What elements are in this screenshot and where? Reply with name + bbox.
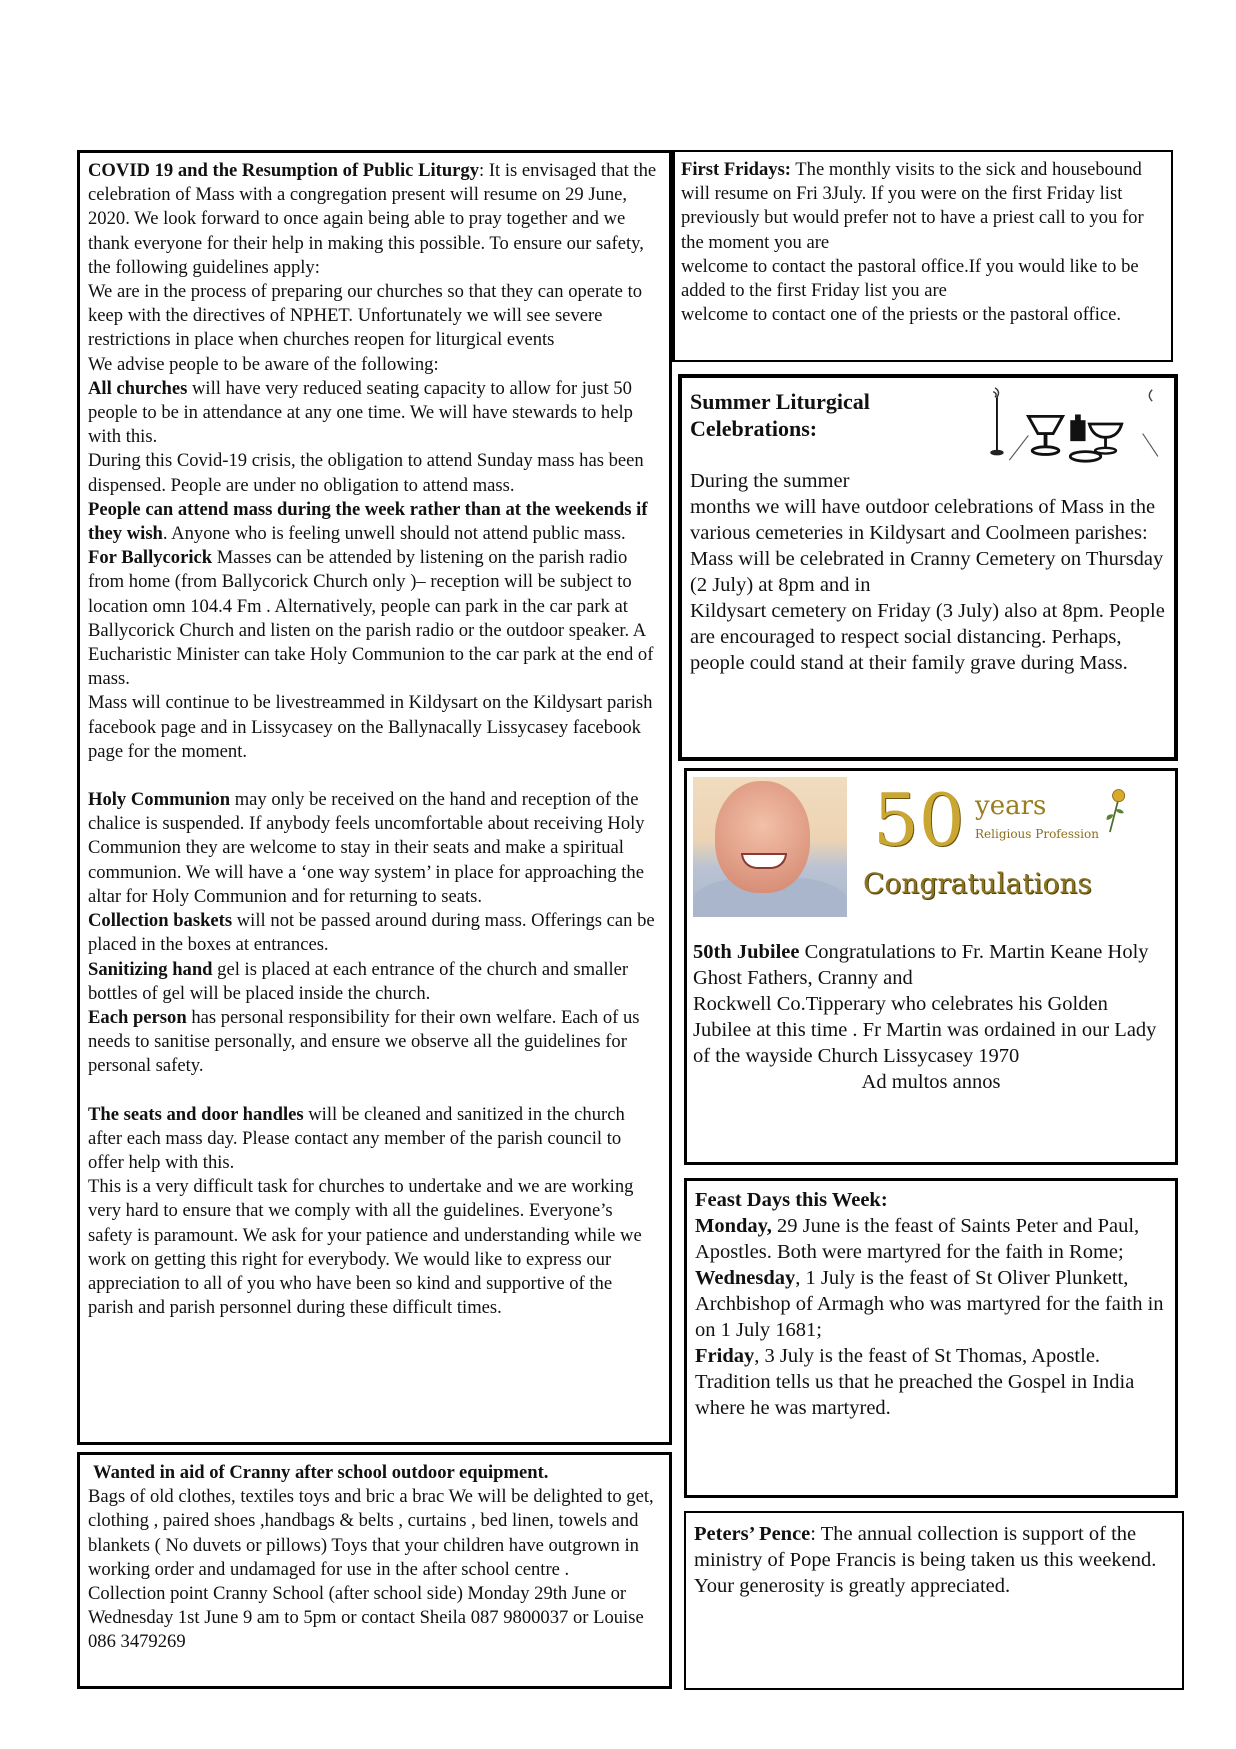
summer-title: Summer Liturgical Celebrations:	[690, 389, 870, 441]
wanted-title: Wanted in aid of Cranny after school outdoor equipment	[93, 1462, 544, 1483]
covid-churches: All churches will have very reduced seating capacity to allow for just 50 people to be in attendance at any one time. We will have stewards to help with this.	[88, 377, 633, 448]
jubilee-title: 50th Jubilee	[693, 941, 800, 963]
first-fridays-box	[671, 150, 1173, 362]
covid-baskets: Collection baskets will not be passed around during mass. Offerings can be placed in the boxes at entrances.	[88, 910, 655, 956]
covid-prep: We are in the process of preparing our churches so that they can operate to keep with the directives of NPHET. Unfortunately we will see severe restrictions in place when churches reopen for liturgical events	[88, 281, 643, 351]
graphic-word: Congratulations	[863, 867, 1092, 900]
wanted-collection: Collection point Cranny School (after school side) Monday 29th June or Wednesday 1st June 9 am to 5pm or contact Sheila 087 9800037 or Louise 086 3479269	[88, 1583, 644, 1653]
summer-body: months we will have outdoor celebrations of Mass in the various cemeteries in Kildysart and Coolmeen parishes:	[690, 496, 1156, 544]
altar-chalice-icon	[986, 384, 1166, 464]
peters-text: Peters’ Pence: The annual collection is support of the ministry of Pope Francis is being taken us this weekend. Your generosity is greatly appreciated.	[694, 1523, 1157, 1597]
covid-notice-box	[77, 150, 672, 1445]
summer-cranny: Mass will be celebrated in Cranny Cemetery on Thursday (2 July) at 8pm and in	[690, 548, 1164, 596]
covid-title: COVID 19 and the Resumption of Public Liturgy	[88, 160, 480, 181]
covid-gel: Sanitizing hand gel is placed at each entrance of the church and smaller bottles of gel will be placed inside the church.	[88, 958, 629, 1004]
graphic-years: years	[975, 791, 1047, 821]
covid-obligation: During this Covid-19 crisis, the obligation to attend Sunday mass has been dispensed. People are under no obligation to attend mass.	[88, 450, 644, 496]
jubilee-line2: Rockwell Co.Tipperary who celebrates his Golden Jubilee at this time . Fr Martin was ordained in our Lady of the wayside Church Lissycasey 1970	[693, 993, 1157, 1067]
covid-intro: COVID 19 and the Resumption of Public Liturgy: It is envisaged that the celebration of Mass with a congregation present will resume on 29 June, 2020. We look forward to once again being able to pray together and we thank everyone for their help in making this possible. To ensure our safety, the following guidelines apply:	[88, 160, 657, 278]
congratulations-graphic	[857, 777, 1169, 917]
fridays-text: First Fridays: The monthly visits to the sick and housebound will resume on Fri 3July. If you were on the first Friday list previously but would prefer not to have a priest call to you for the moment you are	[681, 159, 1144, 253]
rose-icon	[1103, 787, 1129, 839]
summer-celebrations-box	[678, 374, 1178, 761]
feast-item: Friday, 3 July is the feast of St Thomas, Apostle. Tradition tells us that he preached the Gospel in India where he was martyred.	[695, 1345, 1135, 1419]
feast-item: Wednesday, 1 July is the feast of St Oliver Plunkett, Archbishop of Armagh who was martyred for the faith in on 1 July 1681;	[695, 1267, 1164, 1341]
jubilarian-photo	[693, 777, 847, 917]
fridays-line2: welcome to contact the pastoral office.If you would like to be added to the first Friday list you are	[681, 255, 1139, 302]
covid-ballycorick: For Ballycorick Masses can be attended by listening on the parish radio from home (from Ballycorick Church only )– reception will be subject to location omn 104.4 Fm . Alternatively, people can park in the car park at Ballycorick Church and listen on the parish radio or the outdoor speaker. A Eucharistic Minister can take Holy Communion to the car park at the end of mass.	[88, 547, 654, 690]
jubilee-closing: Ad multos annos	[861, 1071, 1001, 1093]
wanted-body: Bags of old clothes, textiles toys and bric a brac We will be delighted to get, clothing , paired shoes ,handbags & belts , curtains , bed linen, towels and blankets ( No duvets or pillows) Toys that your children have outgrown in working order and undamaged for use in the after school centre .	[88, 1486, 654, 1580]
peters-title: Peters’ Pence	[694, 1523, 811, 1545]
covid-advise: We advise people to be aware of the following:	[88, 353, 439, 375]
summer-line1: During the summer	[690, 470, 850, 492]
covid-seats: The seats and door handles will be cleaned and sanitized in the church after each mass day. Please contact any member of the parish council to offer help with this.	[88, 1103, 625, 1173]
peters-pence-box	[684, 1511, 1184, 1690]
covid-closing: This is a very difficult task for churches to undertake and we are working very hard to ensure that we comply with all the guidelines. Everyone’s safety is paramount. We ask for your patience and understanding while we work on getting this right for everybody. We would like to express our appreciation to all of you who have been so kind and supportive of the parish and parish personnel during these difficult times.	[88, 1176, 642, 1319]
feast-days-box	[684, 1178, 1178, 1498]
covid-livestream: Mass will continue to be livestreammed in Kildysart on the Kildysart parish facebook page and in Lissycasey on the Ballynacally Lissycasey facebook page for the moment.	[88, 692, 653, 762]
feast-item: Monday, 29 June is the feast of Saints Peter and Paul, Apostles. Both were martyred for the faith in Rome;	[695, 1215, 1140, 1263]
fridays-line3: welcome to contact one of the priests or the pastoral office.	[681, 304, 1122, 326]
jubilee-text: 50th Jubilee Congratulations to Fr. Martin Keane Holy Ghost Fathers, Cranny and	[693, 941, 1149, 989]
fridays-title: First Fridays:	[681, 159, 791, 180]
wanted-notice-box: Wanted in aid of Cranny after school outdoor equipment. Bags of old clothes, textiles toys and bric a brac We will be delighted to get, clothing , paired shoes ,handbags & belts , curtains , bed linen, towels and blankets ( No duvets or pillows) Toys that your children have outgrown in working order and undamaged for use in the after school centre . Collection point Cranny School (after school side) Monday 29th June or Wednesday 1st June 9 am to 5pm or contact Sheila 087 9800037 or Louise 086 3479269	[77, 1452, 672, 1689]
summer-kildysart: Kildysart cemetery on Friday (3 July) also at 8pm. People are encouraged to respect social distancing. Perhaps, people could stand at their family grave during Mass.	[690, 600, 1165, 674]
jubilee-box	[684, 768, 1178, 1165]
graphic-number: 50	[873, 778, 965, 862]
feast-title: Feast Days this Week:	[695, 1189, 888, 1211]
covid-communion: Holy Communion may only be received on the hand and reception of the chalice is suspended. If anybody feels uncomfortable about receiving Holy Communion they are welcome to stay in their seats and make a spiritual communion. We will have a ‘one way system’ in place for approaching the altar for Holy Communion and for returning to seats.	[88, 789, 645, 907]
covid-week: People can attend mass during the week rather than at the weekends if they wish. Anyone who is feeling unwell should not attend public mass.	[88, 498, 648, 545]
covid-person: Each person has personal responsibility for their own welfare. Each of us needs to sanitise personally, and ensure we observe all the guidelines for personal safety.	[88, 1006, 640, 1077]
graphic-subtitle: Religious Profession	[975, 827, 1099, 841]
